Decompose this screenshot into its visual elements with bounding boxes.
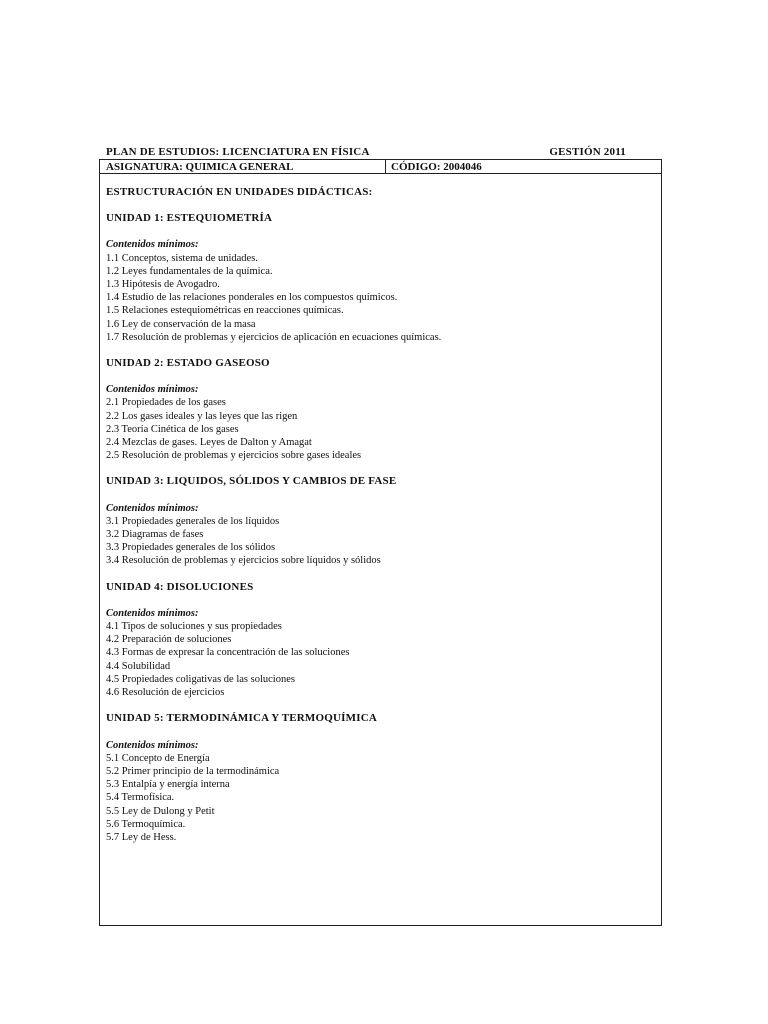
list-item: 1.2 Leyes fundamentales de la química.: [106, 265, 273, 277]
list-item: 5.2 Primer principio de la termodinámica: [106, 765, 280, 777]
list-item: 5.4 Termofísica.: [106, 792, 175, 804]
list-item: 5.5 Ley de Dulong y Petit: [106, 805, 215, 817]
unit-3: [106, 475, 646, 567]
contents-label: Contenidos mínimos:: [106, 384, 199, 396]
unit-4: [106, 581, 646, 700]
list-item: 1.7 Resolución de problemas y ejercicios de aplicación en ecuaciones químicas.: [106, 331, 442, 343]
list-item: 1.6 Ley de conservación de la masa: [106, 318, 256, 330]
structure-title: ESTRUCTURACIÓN EN UNIDADES DIDÁCTICAS:: [106, 186, 373, 198]
list-item: 4.2 Preparación de soluciones: [106, 634, 232, 646]
list-item: 5.3 Entalpía y energía interna: [106, 779, 230, 791]
list-item: 3.1 Propiedades generales de los líquidos: [106, 515, 280, 527]
unit-1: [106, 212, 646, 344]
list-item: 5.6 Termoquímica.: [106, 818, 186, 830]
unit-title: UNIDAD 4: DISOLUCIONES: [106, 580, 254, 593]
codigo-label: CÓDIGO: 2004046: [391, 161, 482, 173]
list-item: 3.2 Diagramas de fases: [106, 529, 204, 541]
contents-label: Contenidos mínimos:: [106, 239, 199, 251]
list-item: 4.3 Formas de expresar la concentración de las soluciones: [106, 647, 350, 659]
list-item: 1.5 Relaciones estequiométricas en reacciones químicas.: [106, 305, 344, 317]
contents-label: Contenidos mínimos:: [106, 739, 199, 751]
content-area: [106, 186, 646, 844]
contents-label: Contenidos mínimos:: [106, 607, 199, 619]
list-item: 2.1 Propiedades de los gases: [106, 397, 226, 409]
gestion-label: GESTIÓN 2011: [549, 146, 626, 158]
list-item: 2.5 Resolución de problemas y ejercicios sobre gases ideales: [106, 450, 362, 462]
list-item: 4.1 Tipos de soluciones y sus propiedades: [106, 621, 282, 633]
list-item: 5.1 Concepto de Energía: [106, 752, 210, 764]
list-item: 2.3 Teoría Cinética de los gases: [106, 423, 239, 435]
list-item: 5.7 Ley de Hess.: [106, 831, 177, 843]
unit-5: [106, 712, 646, 844]
list-item: 2.2 Los gases ideales y las leyes que las rigen: [106, 410, 298, 422]
unit-title: UNIDAD 5: TERMODINÁMICA Y TERMOQUÍMICA: [106, 712, 377, 725]
list-item: 1.1 Conceptos, sistema de unidades.: [106, 252, 258, 264]
unit-2: [106, 357, 646, 462]
unit-title: UNIDAD 2: ESTADO GASEOSO: [106, 357, 270, 370]
document-header: [106, 146, 626, 159]
list-item: 4.4 Solubilidad: [106, 660, 171, 672]
list-item: 1.4 Estudio de las relaciones ponderales en los compuestos químicos.: [106, 292, 398, 304]
list-item: 4.6 Resolución de ejercicios: [106, 687, 225, 699]
unit-title: UNIDAD 1: ESTEQUIOMETRÍA: [106, 212, 273, 225]
list-item: 4.5 Propiedades coligativas de las soluciones: [106, 673, 295, 685]
list-item: 2.4 Mezclas de gases. Leyes de Dalton y Amagat: [106, 437, 312, 449]
contents-label: Contenidos mínimos:: [106, 502, 199, 514]
plan-title: PLAN DE ESTUDIOS: LICENCIATURA EN FÍSICA: [106, 146, 370, 158]
list-item: 3.4 Resolución de problemas y ejercicios sobre líquidos y sólidos: [106, 555, 381, 567]
list-item: 1.3 Hipótesis de Avogadro.: [106, 279, 220, 291]
list-item: 3.3 Propiedades generales de los sólidos: [106, 542, 276, 554]
unit-title: UNIDAD 3: LIQUIDOS, SÓLIDOS Y CAMBIOS DE FASE: [106, 475, 397, 488]
asignatura-label: ASIGNATURA: QUIMICA GENERAL: [106, 161, 294, 173]
subject-row: [99, 159, 662, 174]
cell-divider: [385, 160, 386, 173]
